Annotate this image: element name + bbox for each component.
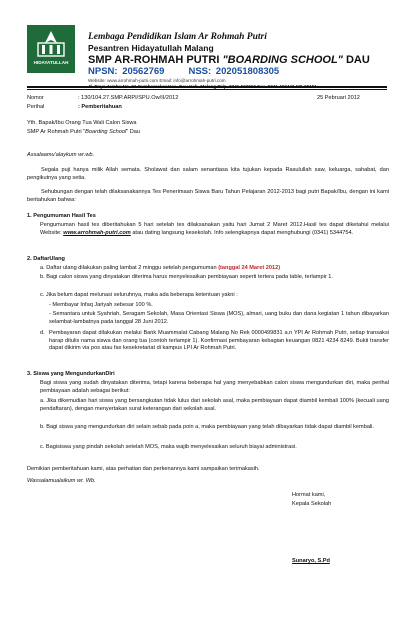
nomor-value: : 130/104.27.SMP.ARPI/SPU.Ow/II/2012 <box>78 95 179 101</box>
section-2-item-c1: - Membayar Infaq Jariyah sebesar 100 %. <box>49 302 153 308</box>
website-link[interactable]: www.arrohmah-putri.com <box>63 229 131 236</box>
npsn: NPSN: 20562769 <box>88 66 165 77</box>
signatory-role: Kepala Sekolah <box>292 501 332 507</box>
header-rule <box>27 86 387 88</box>
section-3-item-b: b. Bagi siswa yang mengundurkan diri selain sebab pada poin a, maka pembiayaan yang telah dibayarkan tidak dapat diambil kembali. <box>40 424 374 430</box>
section-1-title: 1. Pengumuman Hasil Tes <box>27 213 96 219</box>
section-3-item-a: a. Jika dikemudian hari siswa yang bersangkutan tidak lulus dari sekolah asal, maka pembiayaan dapat diambil kembali 100% (kecuali uang pendaftaran), dengan menyertakan surat keterangan dari sekolah asal. <box>40 398 389 412</box>
section-3-item-c: c. Bagisiswa yang pindah sekolah setelah MOS, maka wajib menyelesaikan seluruh biayai administrasi. <box>40 444 297 450</box>
section-3-intro: Bagi siswa yang sudah dinyatakan diterima, tetapi karena beberapa hal yang menyebabkan calon siswa mengundurkan diri, maka perihal pembiayaan adalah sebagai berikut: <box>40 380 389 394</box>
perihal-label: Perihal <box>27 104 45 110</box>
school-name: SMP AR-ROHMAH PUTRI "BOARDING SCHOOL" DAU <box>88 54 370 66</box>
institution-name: Lembaga Pendidikan Islam Ar Rohmah Putri <box>88 32 267 42</box>
header-rule-thin <box>27 89 387 90</box>
recipient-line-1: Yth. Bapak/Ibu Orang Tua Wali Calon Siswa <box>27 120 137 126</box>
letterhead <box>88 32 408 90</box>
section-2-item-c2: - Semantara untuk Syahriah, Seragam Sekolah, Masa Orientasi Siswa (MOS), almari, uang buku dan dana kegiatan 1 tahun dibayarkan selambat-lambatnya pada tanggal 28 Juni 2012. <box>49 311 389 325</box>
greeting: Assalaamu'alaykum wr.wb. <box>27 152 95 158</box>
section-2-item-b: b. Bagi calon siswa yang dinyatakan diterima harus menyelesaikan pembiayaan seperti tertera pada table, terlampir 1. <box>40 274 333 280</box>
section-3-title: 3. Siswa yang MengundurkanDiri <box>27 371 115 377</box>
closing-salam: Wassalamualaikum wr. Wb. <box>27 478 96 484</box>
section-1-body: Pengumuman hasil tes diberitahukan 5 hari setelah tes dilaksanakan yaitu hari Jumat 2 Maret 2012.Hasil tes dapat diketahui melalui Website: www.arrohmah-putri.com atau dating langsung kesekolah. Info selengkapnya dapat menghubungi (0341) 5344754. <box>40 222 389 236</box>
letter-date: 25 Pebruari 2012 <box>317 95 360 101</box>
school-logo <box>27 25 75 73</box>
nss: NSS: 202051808305 <box>188 66 280 77</box>
signatory-name: Sunaryo, S.Pd <box>292 558 330 564</box>
section-2-item-d-label: d. <box>40 330 45 336</box>
perihal-value: : Pemberitahuan <box>78 104 122 110</box>
pesantren-name: Pesantren Hidayatullah Malang <box>88 43 214 53</box>
section-2-item-c: c. Jika belum dapat melunasi seluruhnya, maka ada beberapa ketentuan yakni : <box>40 292 238 298</box>
section-2-item-d: Pembayaran dapat dilakukan melalui Bank Muammalat Cabang Malang No Rek 0000499831 a.n YPI Ar Rohmah Putri, setiap transaksi harap ditulis nama siswa dan orang tua (contoh terlampir 1). Konfirmasi pembayaran kebagian keuangan 0821 4234 8249. Bukti transfer dapat dikirim via pos atau fax kesekretariat di kampus LPI Ar Rohmah Putri. <box>49 330 389 352</box>
contact-line: Website: www.arrohmah-putri.com Email: info@arrohmah-putri.com <box>88 78 226 83</box>
section-2-title: 2. DaftarUlang <box>27 256 65 262</box>
logo-text: HIDAYATULLAH <box>33 60 69 65</box>
nomor-label: Nomor <box>27 95 44 101</box>
school-ids <box>88 66 408 78</box>
intro-paragraph-2: Sehubungan dengan telah dilaksanakannya Tes Penerimaan Siswa Baru Tahun Pelajaran 2012-2013 bagi putri Bapak/Ibu, dengan ini kami beritahukan bahwa: <box>27 189 389 203</box>
section-2-item-a: a. Daftar ulang dilakukan paling lambat 2 minggu setelah pengumuman (tanggal 24 Maret 2012) <box>40 265 281 271</box>
intro-paragraph-1: Segala puji hanya milik Allah semata. Sholawat dan salam senantiasa kita tujukan kepada Rasulullah saw, keluarga, sahabat, dan pengikutnya yang setia. <box>27 167 389 181</box>
recipient-line-2: SMP Ar Rohmah Putri "Boarding School" Dau <box>27 129 141 135</box>
closing-paragraph: Demikian pemberitahuan kami, atas perhatian dan perkenannya kami sampaikan terimakasih. <box>27 466 260 472</box>
signoff: Hormat kami, <box>292 492 326 498</box>
